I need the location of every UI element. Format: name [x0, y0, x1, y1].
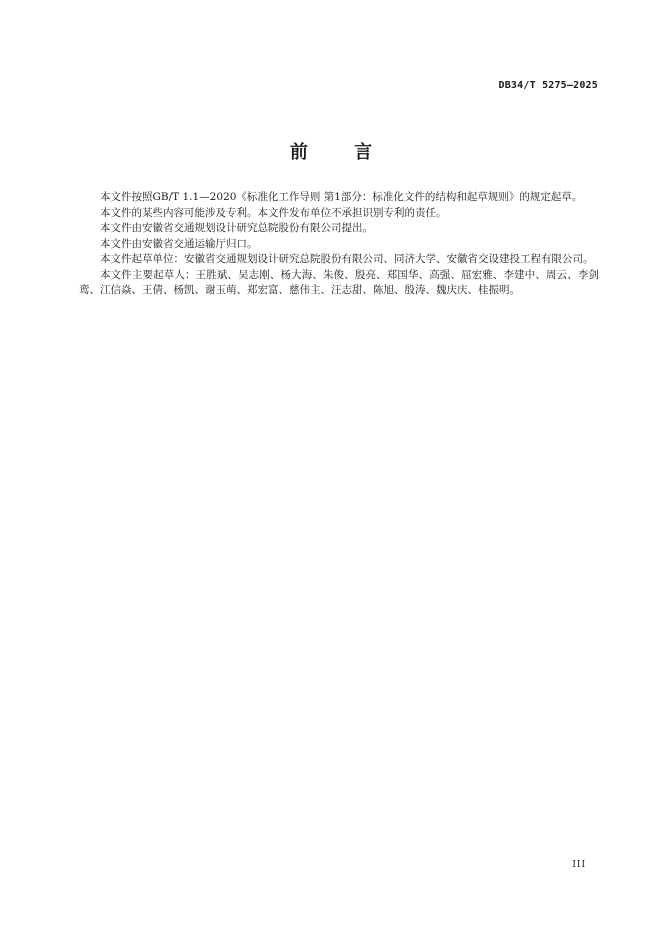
foreword-body	[79, 190, 599, 299]
paragraph-administrator: 本文件由安徽省交通运输厅归口。	[100, 237, 258, 250]
page-title: 前 言	[289, 142, 393, 163]
paragraph-drafting-rules: 本文件按照GB/T 1.1—2020《标准化工作导则 第1部分：标准化文件的结构和起草规则》的规定起草。	[100, 191, 583, 203]
paragraph-drafting-units: 本文件起草单位：安徽省交通规划设计研究总院股份有限公司、同济大学、安徽省交设建投工程有限公司。	[100, 253, 594, 265]
paragraph-proposer: 本文件由安徽省交通规划设计研究总院股份有限公司提出。	[100, 222, 373, 234]
document-code: DB34/T 5275—2025	[498, 80, 598, 91]
paragraph-patent-notice: 本文件的某些内容可能涉及专利。本文件发布单位不承担识别专利的责任。	[100, 206, 447, 219]
page-number: III	[572, 860, 586, 870]
paragraph-main-drafters: 本文件主要起草人：王胜斌、吴志刚、杨大海、朱俊、殷亮、郑国华、高强、屈宏雅、李建中、周云、李剑鸾、江信焱、王倩、杨凯、谢玉萌、郑宏富、慈伟主、汪志甜、陈旭、殷涛、魏庆庆、桂振明。	[79, 268, 599, 296]
